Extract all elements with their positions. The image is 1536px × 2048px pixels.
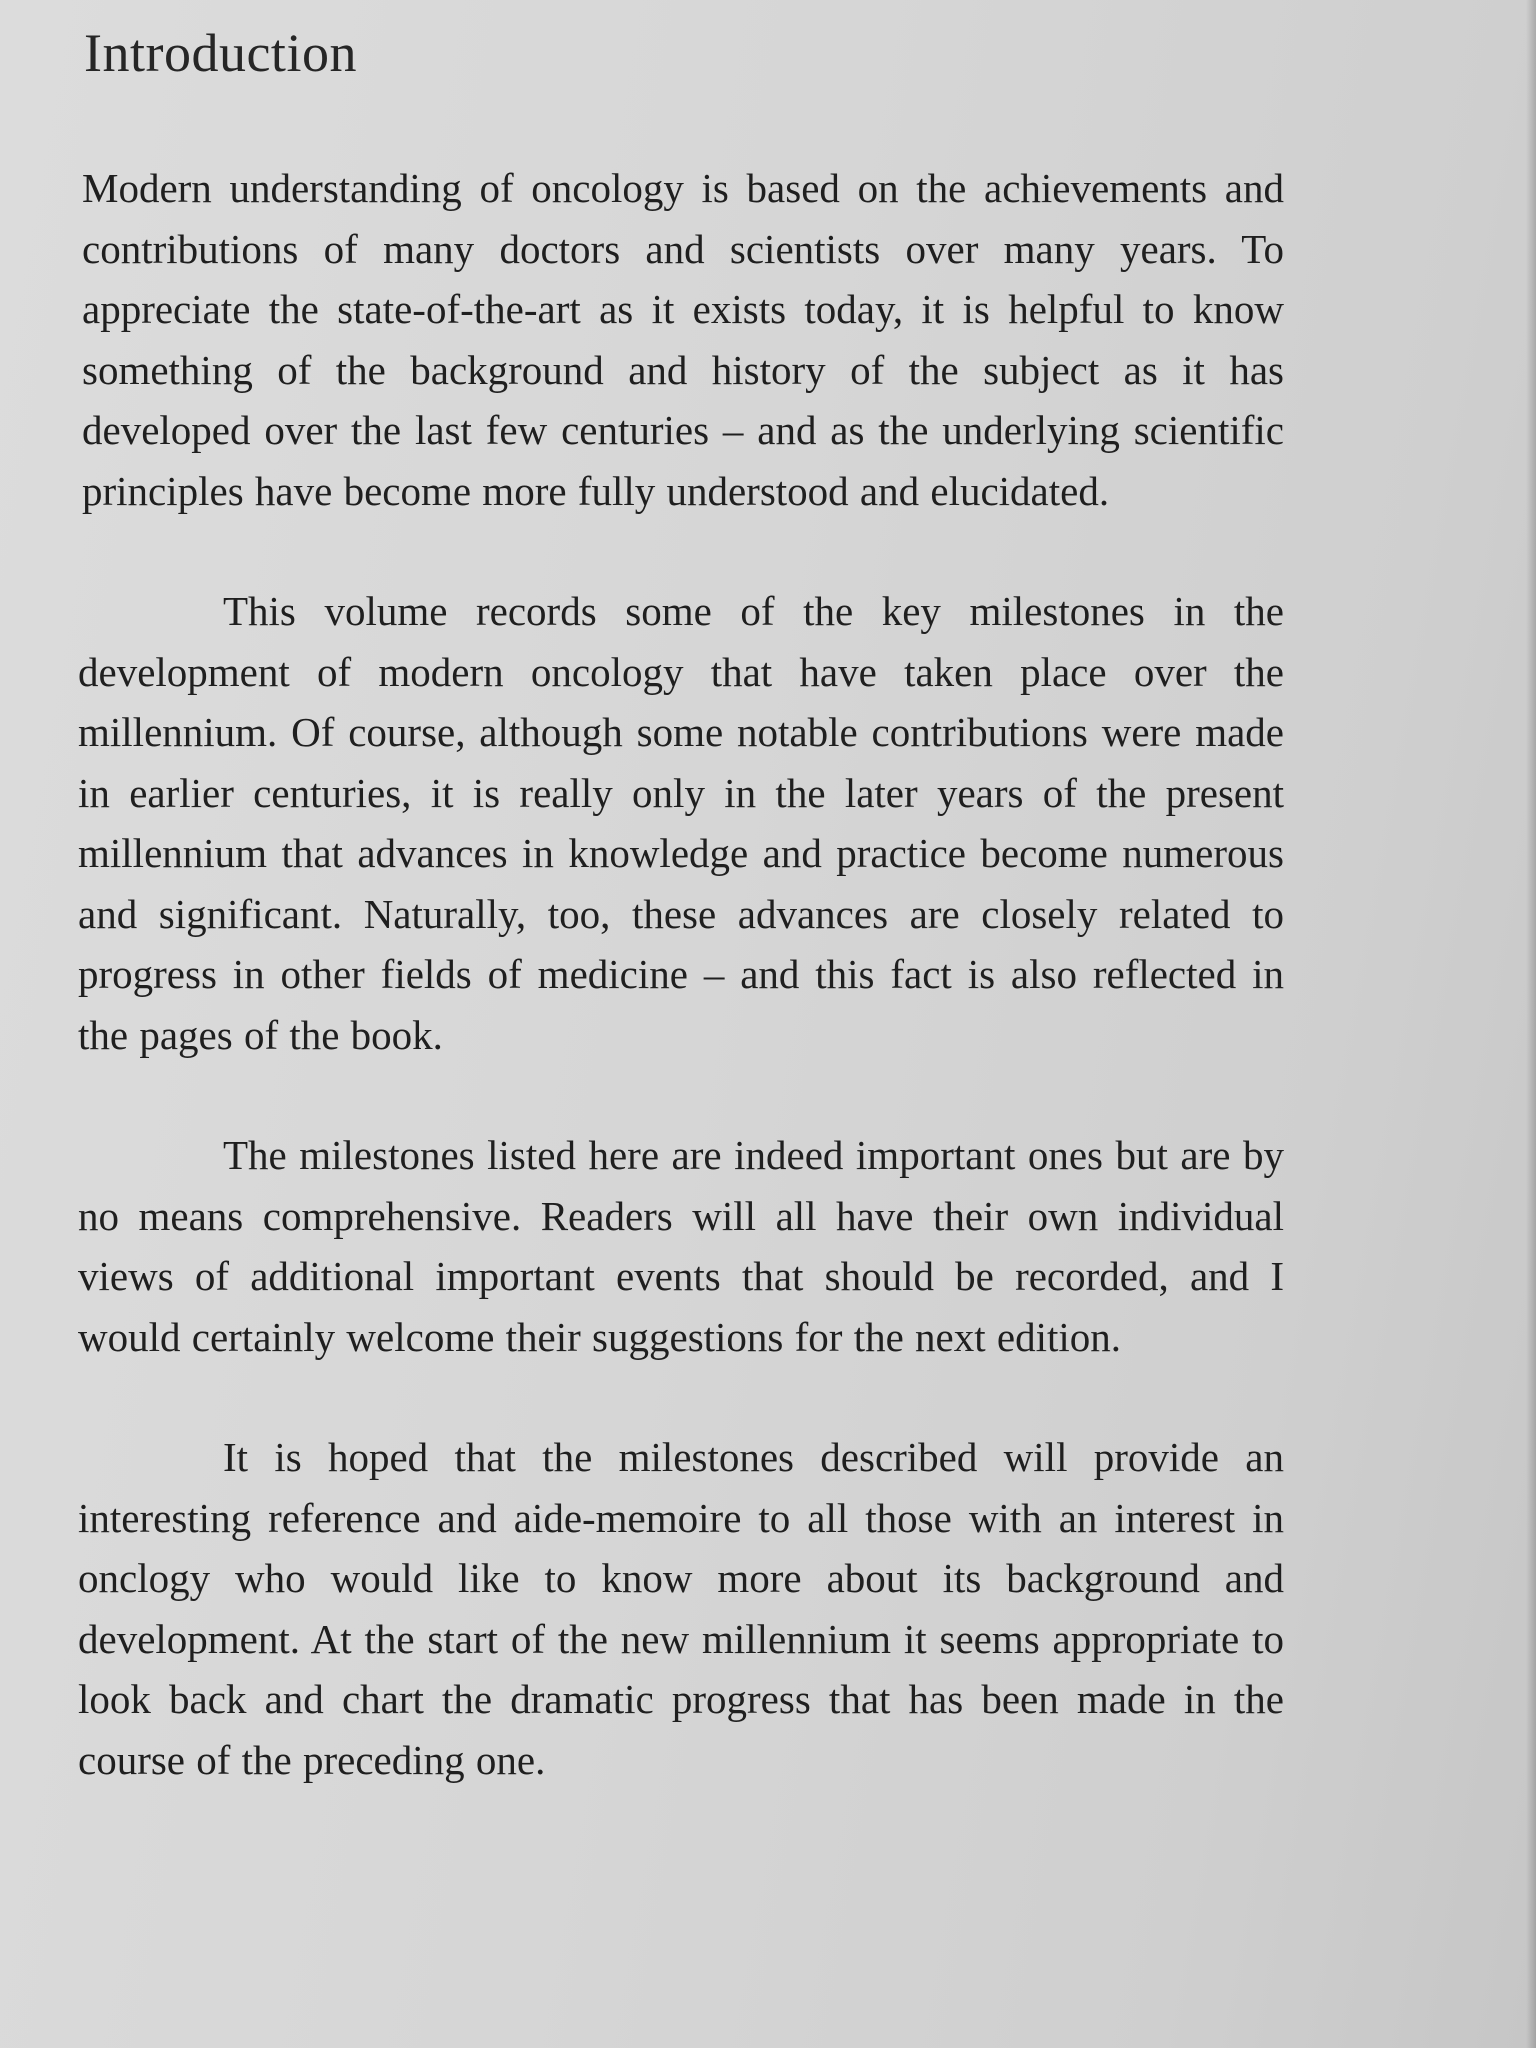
page-edge-shadow xyxy=(1526,0,1536,2048)
paragraph-2: This volume records some of the key milestones in the development of modern oncology that have taken place over the millennium. Of course, although some notable contributions were made in earlier centuries, it is really only in the later years of the present millennium that advances in knowledge and practice become numerous and significant. Naturally, too, these advances are closely related to progress in other fields of medicine – and this fact is also reflected in the pages of the book. xyxy=(78,588,1284,1058)
paragraph-4: It is hoped that the milestones described will provide an interesting reference and aide-memoire to all those with an interest in onclogy who would like to know more about its background and development. At the start of the new millennium it seems appropriate to look back and chart the dramatic progress that has been made in the course of the preceding one. xyxy=(78,1434,1284,1783)
paragraph-3: The milestones listed here are indeed important ones but are by no means comprehensive. Readers will all have their own individual views of additional important events that should be recorded, and I would certainly welcome their suggestions for the next edition. xyxy=(78,1132,1284,1360)
page-content xyxy=(78,18,1284,1850)
paragraph-1: Modern understanding of oncology is based on the achievements and contributions of many doctors and scientists over many years. To appreciate the state-of-the-art as it exists today, it is helpful to know something of the background and history of the subject as it has developed over the last few centuries – and as the underlying scientific principles have become more fully understood and elucidated. xyxy=(82,165,1284,514)
section-heading: Introduction xyxy=(84,23,357,83)
